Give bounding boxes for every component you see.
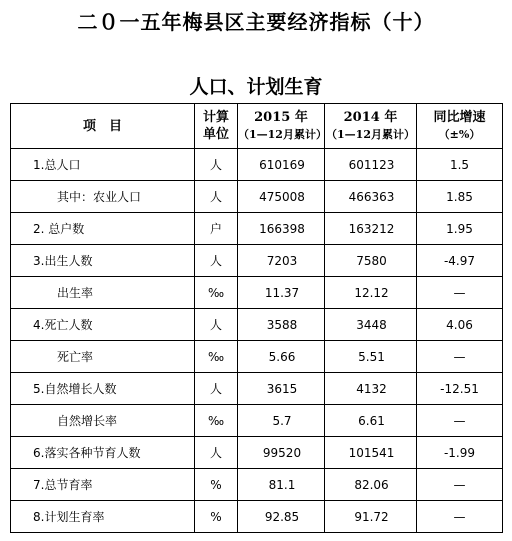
- table-row: [11, 373, 503, 405]
- row-item-label: 死亡率: [11, 341, 195, 373]
- row-value-2014: 5.51: [325, 341, 417, 373]
- row-value-2015: 610169: [238, 149, 325, 181]
- row-item-label: 5.自然增长人数: [11, 373, 195, 405]
- row-unit: %: [195, 469, 238, 501]
- row-item-label: 其中：农业人口: [11, 181, 195, 213]
- row-unit: 人: [195, 437, 238, 469]
- row-change-pct: 1.5: [417, 149, 503, 181]
- row-value-2014: 3448: [325, 309, 417, 341]
- row-value-2014: 12.12: [325, 277, 417, 309]
- row-value-2015: 3588: [238, 309, 325, 341]
- statistics-table: [10, 103, 503, 533]
- row-change-pct: 1.85: [417, 181, 503, 213]
- table-row: [11, 501, 503, 533]
- row-value-2014: 466363: [325, 181, 417, 213]
- row-unit: 户: [195, 213, 238, 245]
- row-change-pct: —: [417, 277, 503, 309]
- header-2015: 2015 年 （1—12月累计）: [238, 104, 325, 149]
- table-subtitle: 人口、计划生育: [189, 76, 323, 98]
- row-item-label: 8.计划生育率: [11, 501, 195, 533]
- row-value-2015: 7203: [238, 245, 325, 277]
- row-item-label: 自然增长率: [11, 405, 195, 437]
- row-item-label: 3.出生人数: [11, 245, 195, 277]
- row-item-label: 出生率: [11, 277, 195, 309]
- row-unit: 人: [195, 373, 238, 405]
- row-unit: ‰: [195, 277, 238, 309]
- row-unit: 人: [195, 149, 238, 181]
- table-row: [11, 213, 503, 245]
- row-item-label: 6.落实各种节育人数: [11, 437, 195, 469]
- row-value-2015: 11.37: [238, 277, 325, 309]
- row-unit: 人: [195, 181, 238, 213]
- row-item-label: 1.总人口: [11, 149, 195, 181]
- row-unit: ‰: [195, 341, 238, 373]
- row-change-pct: —: [417, 341, 503, 373]
- row-change-pct: —: [417, 405, 503, 437]
- row-item-label: 2. 总户数: [11, 213, 195, 245]
- row-value-2015: 475008: [238, 181, 325, 213]
- header-change: 同比增速 （±%）: [417, 104, 503, 149]
- row-value-2015: 5.66: [238, 341, 325, 373]
- table-row: [11, 341, 503, 373]
- row-value-2014: 601123: [325, 149, 417, 181]
- row-change-pct: -4.97: [417, 245, 503, 277]
- table-row: [11, 405, 503, 437]
- row-unit: 人: [195, 309, 238, 341]
- table-row: [11, 437, 503, 469]
- table-row: [11, 245, 503, 277]
- row-change-pct: 4.06: [417, 309, 503, 341]
- row-value-2014: 7580: [325, 245, 417, 277]
- row-value-2014: 82.06: [325, 469, 417, 501]
- row-value-2014: 91.72: [325, 501, 417, 533]
- header-2014: 2014 年 （1—12月累计）: [325, 104, 417, 149]
- row-value-2014: 101541: [325, 437, 417, 469]
- row-change-pct: —: [417, 501, 503, 533]
- row-value-2015: 81.1: [238, 469, 325, 501]
- table-row: [11, 309, 503, 341]
- page-title: 二０一五年梅县区主要经济指标（十）: [77, 10, 435, 34]
- row-value-2015: 99520: [238, 437, 325, 469]
- table-row: [11, 149, 503, 181]
- table-row: [11, 469, 503, 501]
- row-value-2014: 6.61: [325, 405, 417, 437]
- row-value-2014: 163212: [325, 213, 417, 245]
- row-change-pct: -1.99: [417, 437, 503, 469]
- row-value-2015: 5.7: [238, 405, 325, 437]
- table-header-row: [11, 104, 503, 149]
- row-value-2015: 92.85: [238, 501, 325, 533]
- row-value-2014: 4132: [325, 373, 417, 405]
- row-unit: %: [195, 501, 238, 533]
- row-value-2015: 166398: [238, 213, 325, 245]
- table-row: [11, 277, 503, 309]
- row-unit: 人: [195, 245, 238, 277]
- row-change-pct: —: [417, 469, 503, 501]
- table-row: [11, 181, 503, 213]
- row-item-label: 4.死亡人数: [11, 309, 195, 341]
- row-unit: ‰: [195, 405, 238, 437]
- header-item: 项 目: [11, 104, 195, 149]
- row-change-pct: -12.51: [417, 373, 503, 405]
- table-body: [11, 149, 503, 533]
- row-value-2015: 3615: [238, 373, 325, 405]
- row-change-pct: 1.95: [417, 213, 503, 245]
- header-unit: 计算 单位: [195, 104, 238, 149]
- row-item-label: 7.总节育率: [11, 469, 195, 501]
